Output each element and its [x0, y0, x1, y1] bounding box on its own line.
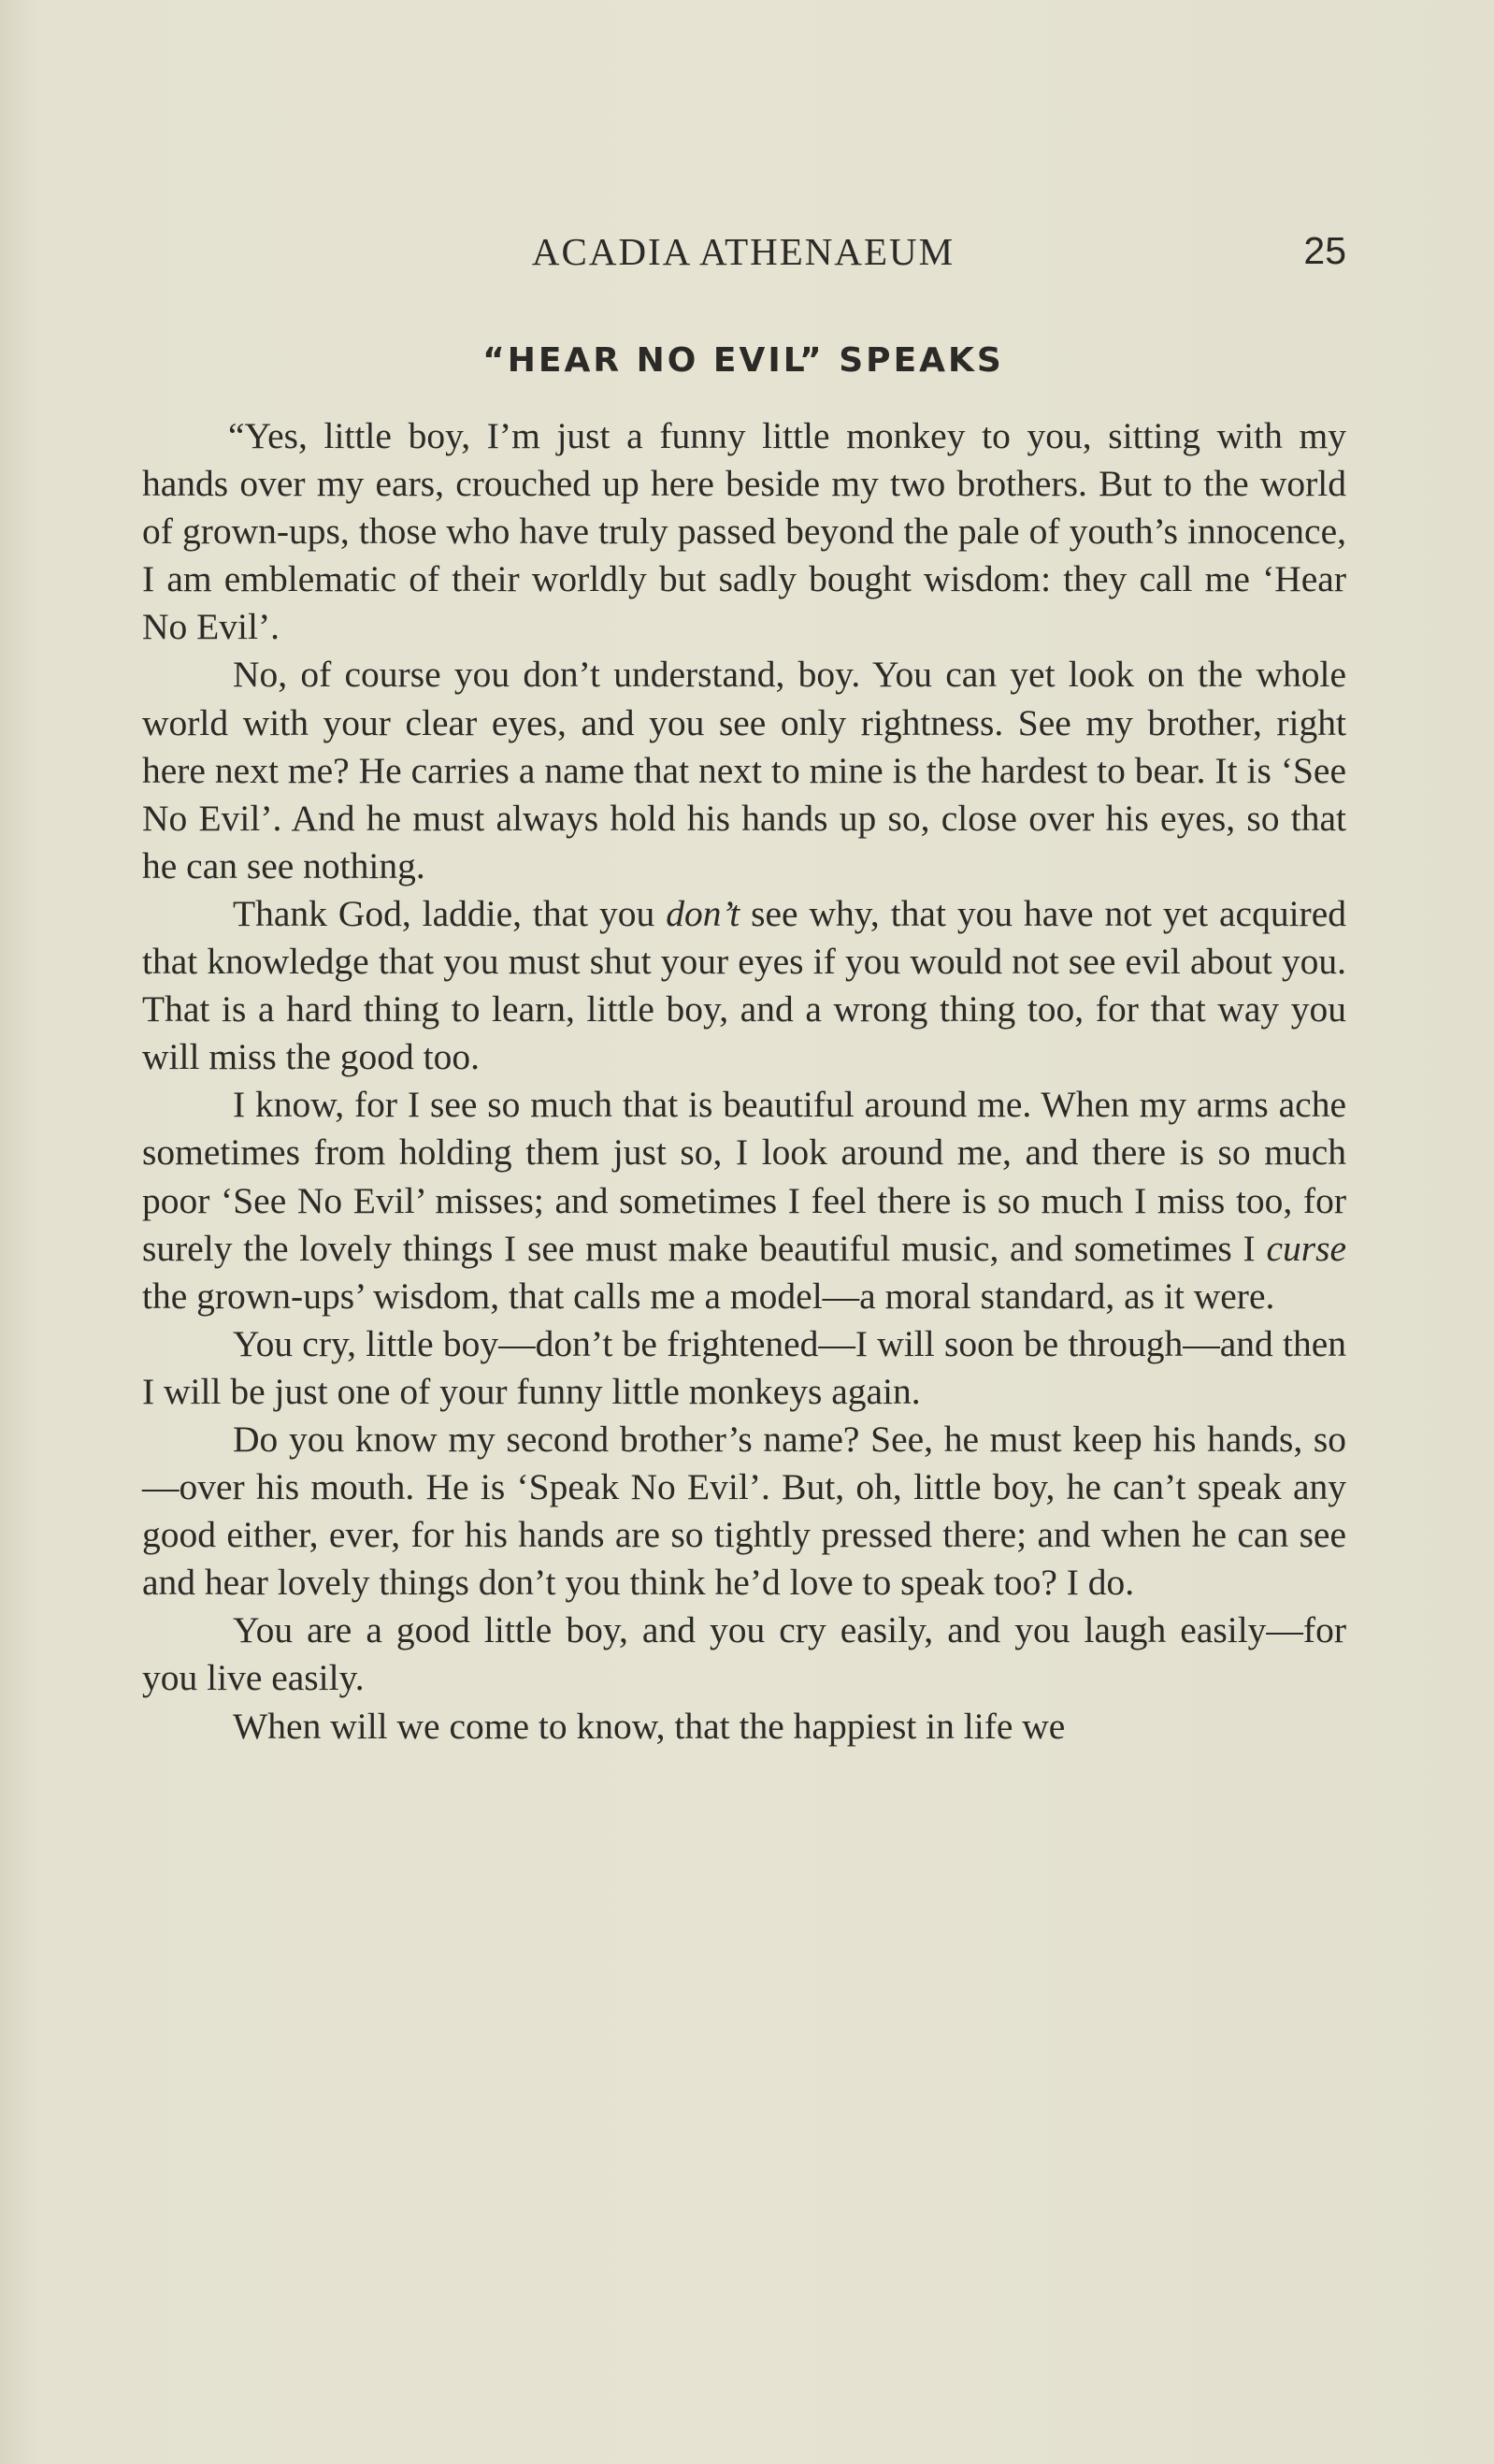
paragraph: “Yes, little boy, I’m just a funny little monkey to you, sitting with my hands over my ears, crouched up here beside my two brothers. But to the world of grown-ups, those who have truly passed beyond the pale of youth’s innocence, I am emblematic of their worldly but sadly bought wisdom: they call me ‘Hear No Evil’.	[142, 415, 1346, 648]
paragraph-text: the grown-ups’ wisdom, that calls me a model—a moral standard, as it were.	[142, 1275, 1275, 1317]
page-number: 25	[1303, 229, 1346, 272]
paragraph-text: I know, for I see so much that is beautiful around me. When my arms ache sometimes from holding them just so, I look around me, and there is so much poor ‘See No Evil’ misses; and sometimes I feel there is so much I miss too, for surely the lovely things I see must make beautiful music, and sometimes I	[142, 1084, 1346, 1269]
article-title: “HEAR NO EVIL” SPEAKS	[482, 341, 1004, 380]
paragraph: You are a good little boy, and you cry easily, and you laugh easily—for you live easily.	[142, 1609, 1346, 1699]
article-body	[142, 412, 1346, 1751]
paragraph-text: see why, that you have not yet acquired that knowledge that you must shut your eyes if you would not see evil about you. That is a hard thing to learn, little boy, and a wrong thing too, for that way you will miss the good too.	[142, 892, 1346, 1078]
paragraph: Do you know my second brother’s name? See, he must keep his hands, so—over his mouth. He is ‘Speak No Evil’. But, oh, little boy, he can’t speak any good either, ever, for his hands are so tightly pressed there; and when he can see and hear lovely things don’t you think he’d love to speak too? I do.	[142, 1418, 1346, 1604]
paragraph: You cry, little boy—don’t be frightened—I will soon be through—and then I will be just one of your funny little monkeys again.	[142, 1322, 1346, 1412]
paragraph	[142, 890, 1346, 1081]
running-title: ACADIA ATHENAEUM	[531, 230, 955, 273]
running-header	[140, 229, 1346, 285]
paragraph-text: Thank God, laddie, that you	[233, 892, 667, 934]
emphasis-text: curse	[1266, 1227, 1346, 1269]
paragraph	[142, 1081, 1346, 1319]
paragraph: No, of course you don’t understand, boy. You can yet look on the whole world with your clear eyes, and you see only rightness. See my brother, right here next me? He carries a name that next to mine is the hardest to bear. It is ‘See No Evil’. And he must always hold his hands up so, close over his eyes, so that he can see nothing.	[142, 654, 1346, 886]
paragraph: When will we come to know, that the happiest in life we	[233, 1705, 1066, 1747]
emphasis-text: don’t	[666, 892, 740, 934]
